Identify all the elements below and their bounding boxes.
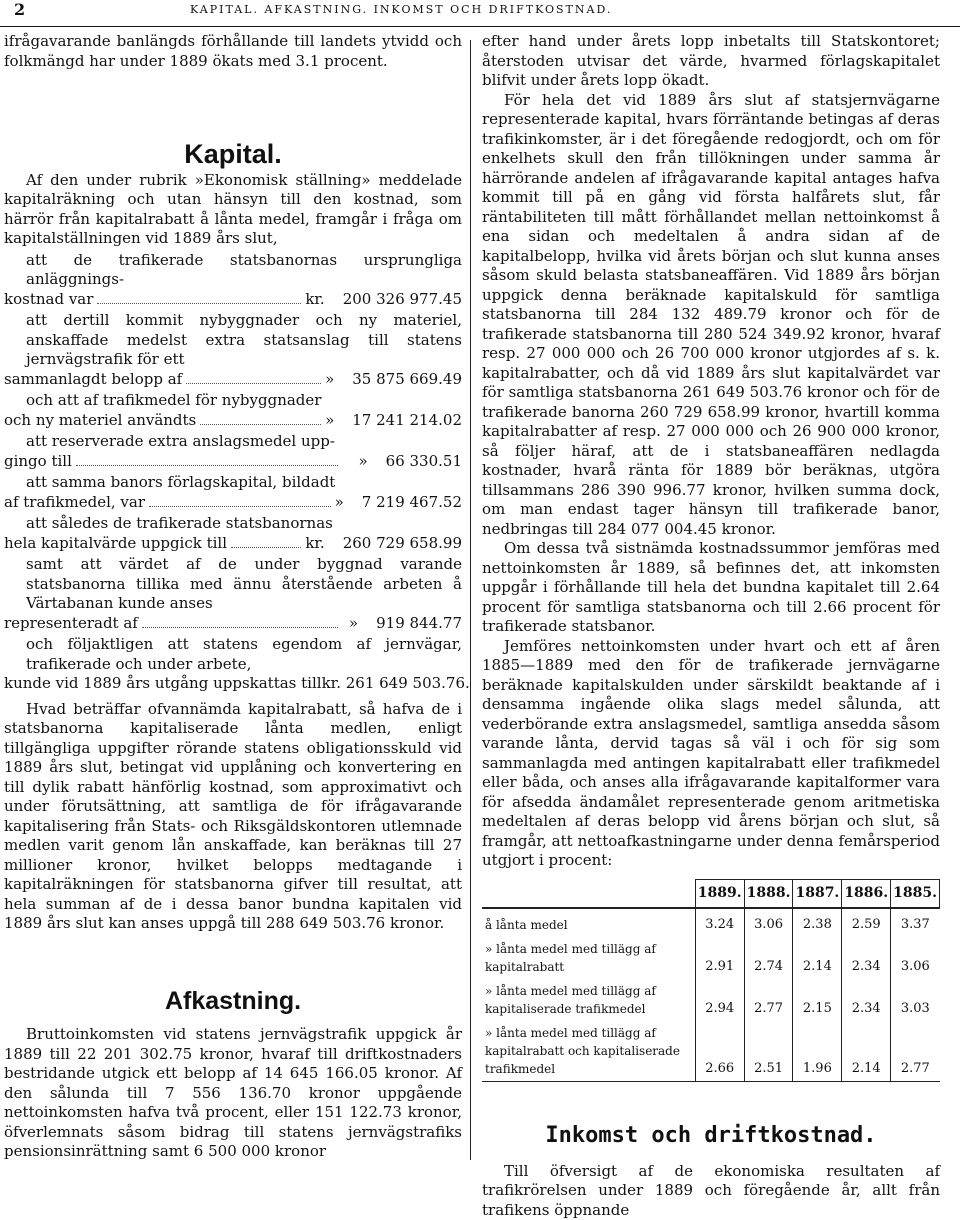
right-paragraph-2: För hela det vid 1889 års slut af statsjernvägarne representerade kapital, hvars förräntande betingas af deras trafikinkomster, är i det föregående redogjordt, och om för enkelhets skull den från tillökningen under samma år härrörande andelen af ifrågavarande kapital antages hafva kommit till på en gång vid första halfårets slut, får räntabiliteten till mått förhållandet mellan nettoinkomst å ena sidan och medeltalen å andra sidan af de kapitalbelopp, hvilka vid årets början och slut kunna anses såsom skuld belasta statsbaneaffären. Vid 1889 års början uppgick denna beräknade kapitalskuld för samtliga statsbanorna till 284 132 489.79 kronor och för de trafikerade statsbanorna till 280 524 349.92 kronor, hvaraf resp. 27 000 000 och 26 700 000 kronor utgjordes af s. k. kapitalrabatter, och då vid 1889 års slut kapitalvärdet var för samtliga statsbanorna 261 649 503.76 kronor och för de trafikerade banorna 260 729 658.99 kronor, hvartill komma kapitalrabatter af resp. 27 000 000 och 26 900 000 kronor, så följer häraf, att de i statsbaneaffären nedlagda kostnader, hvarå ränta för 1889 bör beräknas, utgöra tillsammans 286 390 996.77 kronor, hvilken summa dock, om man endast tager hänsyn till trafikerade banor, nedbringas till 284 077 004.45 kronor. xyxy=(482,91,940,540)
running-head: KAPITAL. AFKASTNING. INKOMST OCH DRIFTKOSTNAD. xyxy=(190,3,612,16)
entry-text: att samma banors förlagskapital, bildadt xyxy=(26,473,462,493)
table-cell: 2.59 xyxy=(842,908,891,937)
table-corner xyxy=(482,879,695,908)
entry-text: och att af trafikmedel för nybyggnader xyxy=(26,391,462,411)
entry-last-line: och ny materiel användts xyxy=(4,411,196,431)
entry-last-line: gingo till xyxy=(4,452,72,472)
kapital-paragraph-2: Hvad beträffar ofvannämda kapitalrabatt, så hafva de i statsbanorna kapitaliserade lånta medlen, enligt tillgängliga uppgifter rörande statens obligationsskuld vid 1889 års slut, betingat vid upplåning och konvertering en till dylik rabatt hänförlig kostnad, som approximativt och under förutsättning, att samtliga de för ifrågavarande kapitalisering från Stats- och Riksgäldskontoren utlemnade medlen varit genom lån anskaffade, kan beräknas till 27 millioner kronor, hvilket belopps medtagande i kapitalräkningen för statsbanorna gifver till resultat, att hela summan af de i dessa banor bundna kapitalen vid 1889 års slut kan anses uppgå till 288 649 503.76 kronor. xyxy=(4,700,462,934)
leader-dots xyxy=(149,506,331,507)
capital-entry-row xyxy=(4,370,462,390)
entry-last-line: representeradt af xyxy=(4,614,138,634)
entry-text: att således de trafikerade statsbanornas xyxy=(26,514,462,534)
table-cell: 2.34 xyxy=(842,937,891,979)
entry-prefix: » xyxy=(325,370,334,388)
section-title-kapital: Kapital. xyxy=(4,145,462,165)
table-cell: 2.38 xyxy=(793,908,842,937)
leader-dots xyxy=(186,383,321,384)
page-header xyxy=(0,0,960,27)
capital-entry xyxy=(26,311,462,370)
leader-dots xyxy=(200,424,321,425)
table-body xyxy=(482,908,940,1082)
entry-amount: 200 326 977.45 xyxy=(343,290,462,308)
percentage-table xyxy=(482,879,940,1083)
entry-last-line: kostnad var xyxy=(4,290,93,310)
entry-amount-group xyxy=(342,452,462,472)
entry-amount-group xyxy=(342,614,462,634)
capital-entry-row xyxy=(4,411,462,431)
leader-dots xyxy=(231,547,301,548)
table-row xyxy=(482,937,940,979)
table-cell: 2.34 xyxy=(842,979,891,1021)
row-label: » lånta medel med tillägg af kapitaliserade trafikmedel xyxy=(482,979,695,1021)
capital-entry xyxy=(26,251,462,290)
year-header: 1889. xyxy=(695,879,744,908)
leader-dots xyxy=(76,465,338,466)
entry-prefix: kr. xyxy=(305,534,324,552)
leader-dots xyxy=(97,303,301,304)
capital-entry xyxy=(26,391,462,411)
row-label: » lånta medel med tillägg af kapitalrabatt och kapitaliserade trafikmedel xyxy=(482,1021,695,1082)
leader-dots xyxy=(142,627,338,628)
entry-last-line: sammanlagdt belopp af xyxy=(4,370,182,390)
table-cell: 2.14 xyxy=(793,937,842,979)
right-paragraph-1: efter hand under årets lopp inbetalts till Statskontoret; återstoden utvisar det värde, hvarmed förlagskapitalet blifvit under årets lopp ökadt. xyxy=(482,32,940,91)
capital-entries xyxy=(4,251,462,634)
entry-prefix: » xyxy=(349,614,358,632)
entry-amount-group xyxy=(325,411,462,431)
entry-last-line: af trafikmedel, var xyxy=(4,493,145,513)
spacer xyxy=(4,71,462,145)
table-cell: 3.24 xyxy=(695,908,744,937)
capital-entry xyxy=(26,473,462,493)
year-header: 1888. xyxy=(744,879,793,908)
capital-entry-row xyxy=(4,290,462,310)
entry-text: samt att värdet af de under byggnad varande statsbanorna tillika med ännu återstående arbeten å Värtabanan kunde anses xyxy=(26,555,462,614)
entry-amount-group xyxy=(335,493,462,513)
capital-entry xyxy=(26,432,462,452)
entry-amount: 35 875 669.49 xyxy=(352,370,462,388)
year-header: 1887. xyxy=(793,879,842,908)
kapital-paragraph-1: Af den under rubrik »Ekonomisk ställning» meddelade kapitalräkning och utan hänsyn till den kostnad, som härrör från kapitalrabatt å lånta medel, framgår i fråga om kapitalställningen vid 1889 års slut, xyxy=(4,171,462,249)
table-cell: 3.06 xyxy=(744,908,793,937)
entry-text: att de trafikerade statsbanornas ursprungliga anläggnings- xyxy=(26,251,462,290)
capital-entry xyxy=(26,514,462,534)
entry-prefix: » xyxy=(325,411,334,429)
entry-amount: 919 844.77 xyxy=(376,614,462,632)
table-cell: 3.03 xyxy=(891,979,940,1021)
inkomst-paragraph-1: Till öfversigt af de ekonomiska resultaten af trafikrörelsen under 1889 och föregående år, allt från trafikens öppnande xyxy=(482,1162,940,1220)
entry-text: och följaktligen att statens egendom af jernvägar, trafikerade och under arbete, xyxy=(26,635,462,674)
capital-entry-row xyxy=(4,493,462,513)
table-cell: 2.94 xyxy=(695,979,744,1021)
entry-amount-group xyxy=(305,534,462,554)
table-cell: 2.15 xyxy=(793,979,842,1021)
entry-prefix: » xyxy=(358,452,367,470)
column-divider xyxy=(470,40,471,1160)
table-cell: 1.96 xyxy=(793,1021,842,1082)
section-title-afkastning: Afkastning. xyxy=(4,992,462,1012)
capital-entry-final-row xyxy=(4,674,462,694)
intro-paragraph: ifrågavarande banlängds förhållande till landets ytvidd och folkmängd har under 1889 ökats med 3.1 procent. xyxy=(4,32,462,71)
entry-amount-group xyxy=(305,290,462,310)
table-row xyxy=(482,1021,940,1082)
entry-last-line: kunde vid 1889 års utgång uppskattas till xyxy=(4,674,322,694)
right-paragraph-4: Jemföres nettoinkomsten under hvart och ett af åren 1885—1889 med den för de trafikerade jernvägarne beräknade kapitalskulden under särskildt beaktande af i densamma ingående olika slags medel sålunda, att vederbörande extra anslagsmedel, samtliga ansedda såsom varande lånta, dervid tagas så väl i och för sig som sammanlagda med antingen kapitalrabatt eller trafikmedel eller båda, och anses alla ifrågavarande kapitalformer vara för afsedda ändamålet representerade genom aritmetiska medeltalen af deras belopp vid årens början och slut, så framgår, att nettoafkastningarne under denna femårsperiod utgjort i procent: xyxy=(482,637,940,871)
entry-amount: 17 241 214.02 xyxy=(352,411,462,429)
capital-entry xyxy=(26,555,462,614)
entry-text: att dertill kommit nybyggnader och ny materiel, anskaffade medelst extra statsanslag till statens jernvägstrafik för ett xyxy=(26,311,462,370)
table-row xyxy=(482,979,940,1021)
capital-entry-row xyxy=(4,614,462,634)
right-column xyxy=(482,32,940,1220)
right-paragraph-3: Om dessa två sistnämda kostnadssummor jemföras med nettoinkomsten år 1889, så befinnes det, att inkomsten uppgår i förhållande till hela det bundna kapitalet till 2.64 procent för samtliga statsbanorna och till 2.66 procent för trafikerade statsbanor. xyxy=(482,539,940,637)
section-title-inkomst: Inkomst och driftkostnad. xyxy=(482,1126,940,1146)
row-label: » lånta medel med tillägg af kapitalrabatt xyxy=(482,937,695,979)
table-cell: 2.77 xyxy=(744,979,793,1021)
table-cell: 3.37 xyxy=(891,908,940,937)
page-number: 2 xyxy=(14,0,25,19)
table-cell: 2.66 xyxy=(695,1021,744,1082)
entry-amount: 7 219 467.52 xyxy=(362,493,462,511)
afkastning-paragraph-1: Bruttoinkomsten vid statens jernvägstrafik uppgick år 1889 till 22 201 302.75 kronor, hvaraf till driftkostnaders bestridande utgick ett belopp af 14 645 166.05 kronor. Af den sålunda till 7 556 136.70 kronor uppgående nettoinkomsten hafva två procent, eller 151 122.73 kronor, öfverlemnats såsom bidrag till statens jernvägstrafiks pensionsinrättning samt 6 500 000 kronor xyxy=(4,1025,462,1162)
entry-amount: kr. 261 649 503.76. xyxy=(322,674,470,694)
capital-entry-row xyxy=(4,452,462,472)
capital-entry-final xyxy=(26,635,462,674)
table-cell: 2.74 xyxy=(744,937,793,979)
table-cell: 2.51 xyxy=(744,1021,793,1082)
entry-amount: 66 330.51 xyxy=(386,452,462,470)
entry-prefix: » xyxy=(335,493,344,511)
entry-prefix: kr. xyxy=(305,290,324,308)
entry-last-line: hela kapitalvärde uppgick till xyxy=(4,534,227,554)
table-row xyxy=(482,908,940,937)
year-header: 1885. xyxy=(891,879,940,908)
left-column xyxy=(4,32,462,1162)
table-cell: 2.77 xyxy=(891,1021,940,1082)
table-cell: 3.06 xyxy=(891,937,940,979)
table-cell: 2.14 xyxy=(842,1021,891,1082)
entry-amount: 260 729 658.99 xyxy=(343,534,462,552)
row-label: å lånta medel xyxy=(482,908,695,937)
entry-amount-group xyxy=(325,370,462,390)
year-header: 1886. xyxy=(842,879,891,908)
entry-text: att reserverade extra anslagsmedel upp- xyxy=(26,432,462,452)
capital-entry-row xyxy=(4,534,462,554)
table-cell: 2.91 xyxy=(695,937,744,979)
